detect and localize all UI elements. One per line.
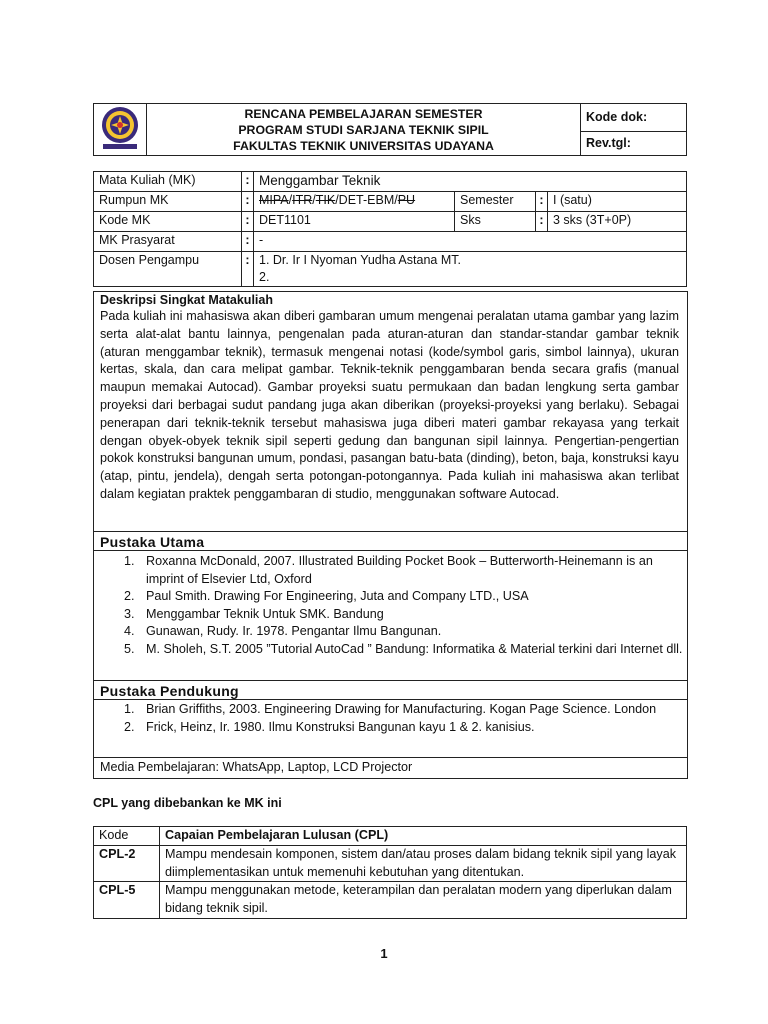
list-item: 5. M. Sholeh, S.T. 2005 ”Tutorial AutoCad ” Bandung: Informatika & Material terkini dari Internet dll. xyxy=(124,641,683,656)
rumpun-sep-2: / xyxy=(312,193,316,207)
document-title: RENCANA PEMBELAJARAN SEMESTER xyxy=(244,107,483,121)
colon: : xyxy=(536,212,548,232)
table-row xyxy=(94,232,687,252)
institution-title xyxy=(147,104,581,156)
document-header xyxy=(93,103,687,156)
program-title: PROGRAM STUDI SARJANA TEKNIK SIPIL xyxy=(238,123,489,137)
pustaka-utama-list xyxy=(94,553,687,659)
table-row xyxy=(94,845,687,882)
dosen-label: Dosen Pengampu xyxy=(94,252,242,287)
colon: : xyxy=(536,192,548,212)
page-number: 1 xyxy=(380,946,388,961)
colon: : xyxy=(242,252,254,287)
cpl-table xyxy=(93,826,687,919)
kode-mk-value: DET1101 xyxy=(254,212,455,232)
cpl-text: Mampu menggunakan metode, keterampilan dan peralatan modern yang diperlukan dalam bidang teknik sipil. xyxy=(160,882,687,919)
sks-value: 3 sks (3T+0P) xyxy=(548,212,687,232)
table-row xyxy=(94,192,687,212)
course-info-table xyxy=(93,171,687,287)
list-item: 1. Roxanna McDonald, 2007. Illustrated Building Pocket Book – Butterworth-Heinemann is an imprint of Elsevier Ltd, Oxford xyxy=(124,554,653,586)
dosen-2: 2. xyxy=(259,270,270,284)
cpl-text: Mampu mendesain komponen, sistem dan/atau proses dalam bidang teknik sipil yang layak diimplementasikan untuk memenuhi kebutuhan yang ditentukan. xyxy=(160,845,687,882)
table-row xyxy=(94,172,687,192)
sks-label: Sks xyxy=(455,212,536,232)
rumpun-plain: /DET-EBM/ xyxy=(335,193,398,207)
university-seal-icon xyxy=(97,104,143,150)
cpl-code: CPL-5 xyxy=(94,882,160,919)
list-item: 1. Brian Griffiths, 2003. Engineering Drawing for Manufacturing. Kogan Page Science. London xyxy=(124,702,657,716)
prasyarat-value: - xyxy=(254,232,687,252)
semester-value: I (satu) xyxy=(548,192,687,212)
kode-mk-label: Kode MK xyxy=(94,212,242,232)
media-pembelajaran: Media Pembelajaran: WhatsApp, Laptop, LCD Projector xyxy=(94,757,687,777)
table-header-row xyxy=(94,827,687,846)
rev-tgl-label: Rev.tgl: xyxy=(581,131,687,155)
table-row xyxy=(94,252,687,287)
colon: : xyxy=(242,172,254,192)
col-capaian-header: Capaian Pembelajaran Lulusan (CPL) xyxy=(160,827,687,846)
table-row xyxy=(94,882,687,919)
university-logo-cell xyxy=(94,104,147,156)
colon: : xyxy=(242,232,254,252)
description-title: Deskripsi Singkat Matakuliah xyxy=(100,293,273,307)
pustaka-pendukung-title: Pustaka Pendukung xyxy=(94,680,687,700)
pustaka-pendukung-list xyxy=(94,701,687,736)
colon: : xyxy=(242,212,254,232)
list-item: 4. Gunawan, Rudy. Ir. 1978. Pengantar Ilmu Bangunan. xyxy=(124,624,442,639)
dosen-1: 1. Dr. Ir I Nyoman Yudha Astana MT. xyxy=(259,253,461,267)
rumpun-sep-1: / xyxy=(288,193,293,207)
list-item: 2. Frick, Heinz, Ir. 1980. Ilmu Konstruksi Bangunan kayu 1 & 2. kanisius. xyxy=(124,719,535,734)
cpl-section-title: CPL yang dibebankan ke MK ini xyxy=(93,796,282,810)
list-item: 2. Paul Smith. Drawing For Engineering, Juta and Company LTD., USA xyxy=(124,589,529,604)
description-text: Pada kuliah ini mahasiswa akan diberi gambaran umum mengenai peralatan utama gambar yang lazim serta alat-alat bantu lainnya, pengenalan pada aturan-aturan dan standar-standar gambar teknik (aturan menggambar teknik), termasuk mengenai notasi (kode/symbol garis, simbol lainnya), ukuran kertas, skala, dan cara melipat gambar. Teknik-teknik penggambaran benda secara grafis (manual maupun memakai Autocad). Gambar proyeksi suatu permukaan dan badan lengkung serta gambar proyeksi dari berbagai sudut pandang juga akan diberikan (proyeksi-proyeksi yang berlaku). Sebagai penerapan dari teknik-teknik tersebut mahasiswa juga diberi materi gambar rekayasa yang terkait dengan obyek-obyek teknik sipil seperti gedung dan bangunan sipil lainnya. Pengertian-pengertian pokok konstruksi bangunan umum, pondasi, pasangan batu-bata (dinding), beton, baja, konstruksi kayu (atap, pintu, jendela), dengah serta potongan-potongannya. Pada kuliah ini mahasiswa akan terlibat dalam kegiatan praktek penggambaran di studio, menggunakan software Autocad. xyxy=(100,309,679,501)
rumpun-struck-2: ITR xyxy=(292,193,313,207)
rumpun-struck-3: TIK xyxy=(315,193,336,207)
rumpun-struck-1: MIPA xyxy=(259,193,289,207)
faculty-title: FAKULTAS TEKNIK UNIVERSITAS UDAYANA xyxy=(233,139,494,153)
list-item: 3. Menggambar Teknik Untuk SMK. Bandung xyxy=(124,606,384,621)
mata-kuliah-value: Menggambar Teknik xyxy=(254,172,687,192)
table-row xyxy=(94,212,687,232)
col-kode-header: Kode xyxy=(94,827,160,846)
pustaka-utama-title: Pustaka Utama xyxy=(94,531,687,551)
colon: : xyxy=(242,192,254,212)
cpl-code: CPL-2 xyxy=(94,845,160,882)
semester-label: Semester xyxy=(455,192,536,212)
prasyarat-label: MK Prasyarat xyxy=(94,232,242,252)
dosen-value xyxy=(254,252,687,287)
mata-kuliah-label: Mata Kuliah (MK) xyxy=(94,172,242,192)
rumpun-value xyxy=(254,192,455,212)
kode-dok-label: Kode dok: xyxy=(581,104,687,132)
rumpun-struck-4: PU xyxy=(397,193,416,207)
rumpun-label: Rumpun MK xyxy=(94,192,242,212)
description-box xyxy=(93,291,688,779)
